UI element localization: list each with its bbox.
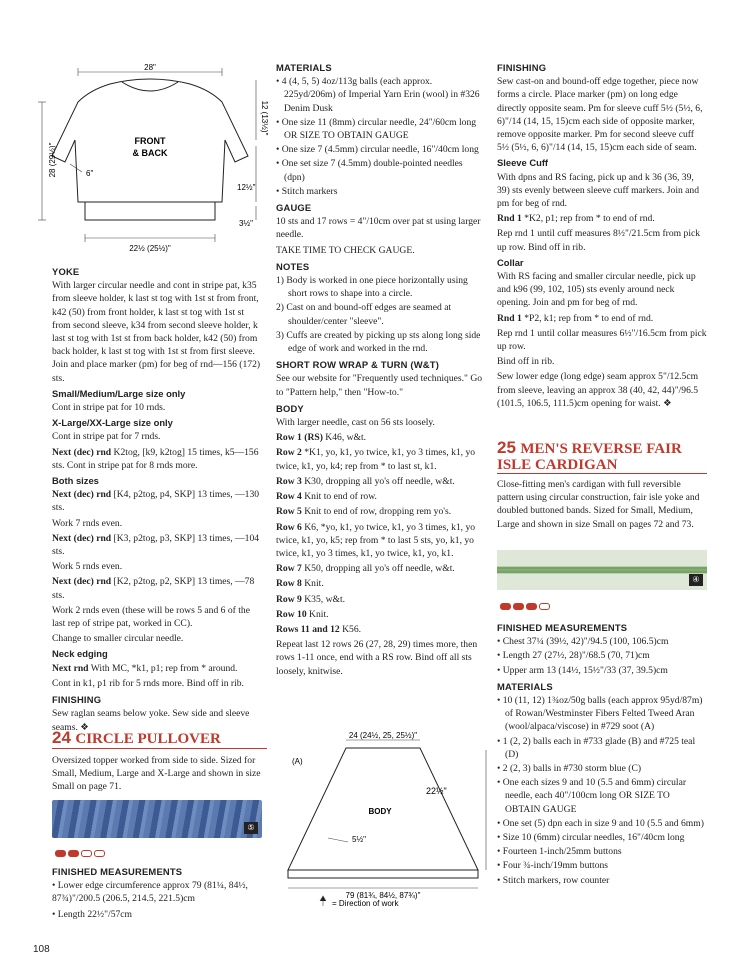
pattern-24-number: 24 bbox=[52, 728, 71, 747]
row-11-12: Rows 11 and 12 K56. bbox=[276, 623, 362, 635]
row-10: Row 10 Knit. bbox=[276, 608, 329, 620]
mat-25-3: • 2 (2, 3) balls in #730 storm blue (C) bbox=[497, 763, 642, 775]
piece-label-back: & BACK bbox=[132, 148, 168, 158]
collar-heading: Collar bbox=[497, 256, 524, 268]
row-7: Row 7 K50, dropping all yo's off needle, w&t. bbox=[276, 563, 455, 575]
piece-label-front: FRONT bbox=[134, 136, 166, 146]
collar-text-2: Rnd 1 *P2, k1; rep from * to end of rnd. bbox=[497, 312, 654, 324]
both-text-4: Work 5 rnds even. bbox=[52, 561, 123, 573]
body-text-0: With larger needle, cast on 56 sts loosely. bbox=[276, 417, 435, 429]
row-5: Row 5 Knit to end of row, dropping rem yo's. bbox=[276, 506, 452, 518]
mat-25-2: • 1 (2, 2) balls each in #733 glade (B) and #725 teal (D) bbox=[497, 735, 696, 760]
pattern-25-number: 25 bbox=[497, 438, 516, 457]
fm-heading-25: FINISHED MEASUREMENTS bbox=[497, 622, 628, 633]
finishing-text: Sew raglan seams below yoke. Sew side and sleeve seams. ❖ bbox=[52, 708, 250, 733]
xl-heading: X-Large/XX-Large size only bbox=[52, 417, 173, 429]
right-label-3: 3½" bbox=[239, 219, 253, 228]
skill-level-dots-25 bbox=[500, 603, 550, 610]
short-row-text: See our website for "Frequently used techniques." Go to "Pattern help," then "How-to." bbox=[276, 373, 483, 398]
mat-24-1: • 4 (4, 5, 5) 4oz/113g balls (each approx. 225yd/206m) of Imperial Yarn Erin (wool) in #326 Denim Dusk bbox=[276, 76, 480, 114]
row-9: Row 9 K35, w&t. bbox=[276, 593, 346, 605]
finishing-text-24: Sew cast-on and bound-off edge together, piece now forms a circle. Place marker (pm) on long edge directly opposite seam. Pm for sleeve cuff 5½ (5½, 6, 6)"/14 (14, 15, 15)cm each side of opposite marker, remove opposite marker. Pm for second sleeve cuff 5½ (5½, 6, 6)"/14 (14, 15, 15)cm each side of seam. bbox=[497, 76, 703, 154]
column-1 bbox=[52, 262, 262, 736]
intro-25: Close-fitting men's cardigan with full reversible pattern using circular construction, fair isle yoke and doubled buttoned bands. Sized for Small, Medium, Large and shown in size Small on pages 72 and 73. bbox=[497, 479, 700, 530]
width-label: 28" bbox=[144, 63, 156, 72]
right-label-1: 12 (13½)" bbox=[260, 100, 269, 136]
mat-25-9: • Stitch markers, row counter bbox=[497, 874, 610, 886]
neck-heading: Neck edging bbox=[52, 648, 108, 660]
body-right-label: 22½" bbox=[426, 786, 447, 796]
cuff-text-2: Rnd 1 *K2, p1; rep from * to end of rnd. bbox=[497, 213, 655, 225]
collar-text-3: Rep rnd 1 until collar measures 6½"/16.5cm from pick up row. bbox=[497, 327, 707, 353]
cuff-text-3: Rep rnd 1 until cuff measures 8½"/21.5cm from pick up row. Bind off in rib. bbox=[497, 228, 701, 253]
cuff-text-1: With dpns and RS facing, pick up and k 36 (36, 39, 39) sts evenly between sleeve cuff markers. Join and pm for beg of rnd. bbox=[497, 171, 700, 210]
mat-24-3: • One size 7 (4.5mm) circular needle, 16"/40cm long bbox=[276, 144, 479, 156]
pattern-24-title bbox=[52, 728, 267, 749]
fm-25-1: • Chest 37¼ (39½, 42)"/94.5 (100, 106.5)cm bbox=[497, 636, 669, 648]
left-label: 28 (29½)" bbox=[48, 142, 57, 178]
both-text-1: Next (dec) rnd [K4, p2tog, p4, SKP] 13 times, —130 sts. bbox=[52, 489, 260, 514]
body-a-label: (A) bbox=[292, 757, 303, 766]
xl-text-2: Next (dec) rnd K2tog, [k9, k2tog] 15 times, k5—156 sts. Cont in stripe pat for 8 rnds more. bbox=[52, 446, 259, 471]
mat-25-5: • One set (5) dpn each in size 9 and 10 (5.5 and 6mm) bbox=[497, 817, 704, 829]
fm-24-1: • Lower edge circumference approx 79 (81¼, 84½, 87¾)"/200.5 (206.5, 214.5, 221.5)cm bbox=[52, 880, 248, 905]
both-text-6: Work 2 rnds even (these will be rows 5 and 6 of the last rep of stripe pat, worked in CC). bbox=[52, 604, 250, 630]
short-row-heading: SHORT ROW WRAP & TURN (W&T) bbox=[276, 359, 440, 371]
yoke-heading: YOKE bbox=[52, 266, 80, 277]
note-3: 3) Cuffs are created by picking up sts along long side edge of work and worked in the rnd. bbox=[276, 329, 481, 355]
mat-25-6: • Size 10 (6mm) circular needles, 16"/40cm long bbox=[497, 832, 685, 844]
collar-text-5: Sew lower edge (long edge) seam approx 5"/12.5cm from sleeve, leaving an approx 38 (40, 42, 44)"/96.5 (101.5, 106.5, 111.5)cm opening for waist. ❖ bbox=[497, 371, 699, 409]
both-text-2: Work 7 rnds even. bbox=[52, 517, 123, 529]
mat-25-8: • Four ¾-inch/19mm buttons bbox=[497, 860, 609, 872]
pattern-24-measurements bbox=[52, 862, 262, 923]
bottom-label: 22½ (25½)" bbox=[129, 244, 171, 253]
pattern-24-name: CIRCLE PULLOVER bbox=[75, 731, 221, 747]
note-1: 1) Body is worked in one piece horizontally using short rows to shape into a circle. bbox=[276, 275, 468, 300]
repeat-text: Repeat last 12 rows 26 (27, 28, 29) times more, then rows 1-11 once, end with a RS row. Bind off all sts loosely, knitwise. bbox=[276, 639, 478, 677]
sml-heading: Small/Medium/Large size only bbox=[52, 387, 186, 399]
column-3 bbox=[497, 58, 707, 412]
both-text-5: Next (dec) rnd [K2, p2tog, p2, SKP] 13 times, —78 sts. bbox=[52, 576, 255, 601]
row-3: Row 3 K30, dropping all yo's off needle, w&t. bbox=[276, 475, 455, 487]
skill-level-dots-24 bbox=[55, 850, 105, 857]
fm-25-3: • Upper arm 13 (14½, 15½"/33 (37, 39.5)cm bbox=[497, 664, 668, 676]
neck-text-2: Cont in k1, p1 rib for 5 rnds more. Bind off in rib. bbox=[52, 677, 244, 689]
collar-text-4: Bind off in rib. bbox=[497, 356, 555, 368]
row-1: Row 1 (RS) K46, w&t. bbox=[276, 432, 367, 444]
row-8: Row 8 Knit. bbox=[276, 578, 324, 590]
pattern-25-intro bbox=[497, 478, 707, 533]
fm-24-2: • Length 22½"/57cm bbox=[52, 908, 133, 920]
pattern-24-intro bbox=[52, 754, 262, 796]
pattern-25-details bbox=[497, 618, 707, 888]
notes-heading: NOTES bbox=[276, 260, 310, 272]
row-4: Row 4 Knit to end of row. bbox=[276, 491, 377, 503]
note-2: 2) Cast on and bound-off edges are seamed at shoulder/center "sleeve". bbox=[276, 302, 452, 327]
pattern-25-name-1: MEN'S REVERSE FAIR bbox=[520, 441, 682, 457]
direction-label: = Direction of work bbox=[332, 899, 399, 908]
gauge-text-1: 10 sts and 17 rows = 4"/10cm over pat st using larger needle. bbox=[276, 216, 481, 241]
mat-25-7: • Fourteen 1-inch/25mm buttons bbox=[497, 846, 622, 858]
page-number: 108 bbox=[33, 944, 50, 955]
row-2: Row 2 *K1, yo, k1, yo twice, k1, yo 3 times, k1, yo twice, k1, yo, k4; rep from * to last st, k1. bbox=[276, 447, 476, 472]
yarn-weight-badge-25: ④ bbox=[689, 574, 703, 586]
both-text-3: Next (dec) rnd [K3, p2tog, p3, SKP] 13 times, —104 sts. bbox=[52, 532, 260, 558]
mat-24-4: • One set size 7 (4.5mm) double-pointed needles (dpn) bbox=[276, 158, 463, 183]
mat-25-1: • 10 (11, 12) 1¾oz/50g balls (each approx 95yd/87m) of Rowan/Westminster Fibers Felted Tweed Aran (wool/alpaca/viscose) in #729 soot (A) bbox=[497, 695, 703, 733]
column-2 bbox=[276, 58, 484, 680]
mat-25-4: • One each sizes 9 and 10 (5.5 and 6mm) circular needle, each 40"/100cm long OR SIZE TO OBTAIN GAUGE bbox=[497, 777, 687, 815]
body-schematic bbox=[268, 730, 498, 912]
materials-heading-25: MATERIALS bbox=[497, 680, 553, 692]
pattern-25-title bbox=[497, 440, 707, 474]
row-6: Row 6 K6, *yo, k1, yo twice, k1, yo 3 times, k1, yo twice, k1, yo, k5; rep from * to last 5 sts, yo, k1, yo twice, k1, yo 3 times, k1, yo twice, k1, yo, k1. bbox=[276, 521, 476, 559]
mat-24-2: • One size 11 (8mm) circular needle, 24"/60cm long OR SIZE TO OBTAIN GAUGE bbox=[276, 116, 477, 142]
body-heading: BODY bbox=[276, 402, 304, 414]
yarn-swatch-green bbox=[497, 550, 707, 590]
body-bottom-label: 79 (81¾, 84½, 87¾)" bbox=[345, 891, 421, 900]
front-back-schematic bbox=[30, 60, 270, 260]
both-heading: Both sizes bbox=[52, 475, 99, 487]
fm-25-2: • Length 27 (27½, 28)"/68.5 (70, 71)cm bbox=[497, 650, 650, 662]
sleeve-cuff-heading: Sleeve Cuff bbox=[497, 157, 549, 169]
materials-heading-24: MATERIALS bbox=[276, 62, 332, 73]
finishing-heading-24: FINISHING bbox=[497, 62, 547, 73]
pattern-25-name-2: ISLE CARDIGAN bbox=[497, 457, 618, 473]
both-text-7: Change to smaller circular needle. bbox=[52, 633, 184, 645]
collar-text-1: With RS facing and smaller circular needle, pick up and k96 (99, 102, 105) sts evenly around neck opening. Join and pm for beg of rnd. bbox=[497, 271, 696, 309]
yarn-swatch-blue bbox=[52, 800, 262, 838]
mat-24-5: • Stitch markers bbox=[276, 185, 338, 197]
gauge-heading: GAUGE bbox=[276, 202, 312, 214]
right-label-2: 12½" bbox=[237, 183, 256, 192]
neck-text-1: Next rnd With MC, *k1, p1; rep from * around. bbox=[52, 662, 238, 674]
yoke-text: With larger circular needle and cont in stripe pat, k35 from sleeve holder, k last st tog with 1st st from front, k42 (50) from front holder, k last st tog with 1st st from second sleeve, k34 from second sleeve holder, k last st tog with 1st st from back holder, k42 (50) from back holder, k last st tog with 1st st from first sleeve. Join and place marker (pm) for beg of rnd—156 (172) sts. bbox=[52, 280, 261, 384]
body-top-label: 24 (24½, 25, 25½)" bbox=[348, 731, 418, 740]
gauge-text-2: TAKE TIME TO CHECK GAUGE. bbox=[276, 244, 415, 256]
finishing-heading: FINISHING bbox=[52, 694, 102, 706]
body-small-label: 5½" bbox=[352, 835, 366, 844]
fm-heading-24: FINISHED MEASUREMENTS bbox=[52, 866, 183, 877]
sml-text: Cont in stripe pat for 10 rnds. bbox=[52, 402, 166, 414]
xl-text-1: Cont in stripe pat for 7 rnds. bbox=[52, 431, 161, 443]
yarn-weight-badge: ⑤ bbox=[244, 822, 258, 834]
body-label: BODY bbox=[368, 807, 392, 816]
intro-text: Oversized topper worked from side to side. Sized for Small, Medium, Large and X-Large and shown in size Small on page 71. bbox=[52, 755, 261, 793]
neck-label: 6" bbox=[86, 169, 94, 178]
